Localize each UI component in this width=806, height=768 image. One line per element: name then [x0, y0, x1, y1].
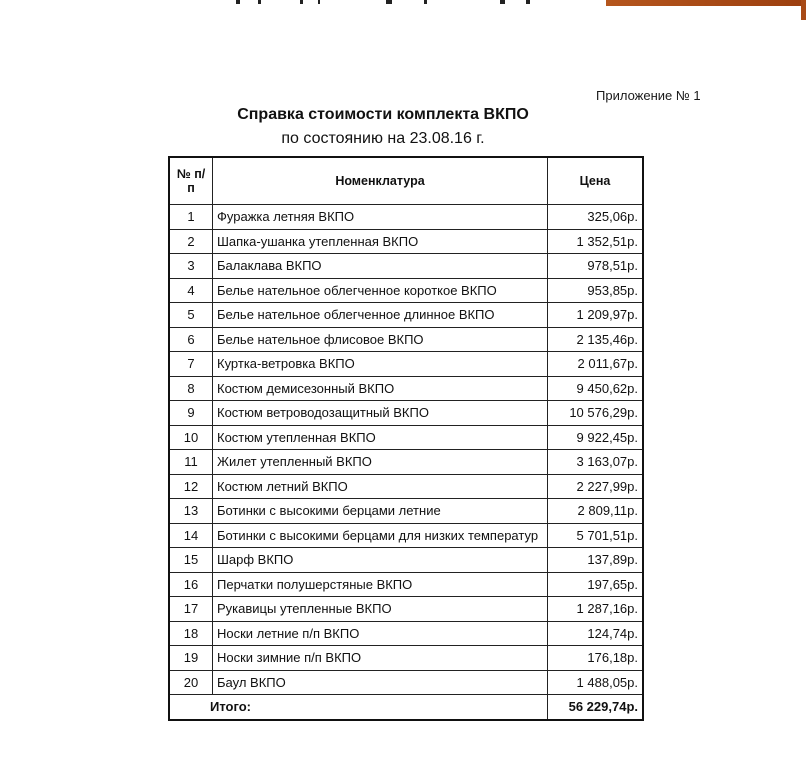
- document-heading: [0, 106, 806, 148]
- row-number: 5: [169, 303, 213, 328]
- scan-artifact: [526, 0, 530, 4]
- table-row: [169, 303, 643, 328]
- row-number: 7: [169, 352, 213, 377]
- table-row: [169, 229, 643, 254]
- table-row: [169, 450, 643, 475]
- row-name: Шапка-ушанка утепленная ВКПО: [213, 229, 548, 254]
- row-number: 8: [169, 376, 213, 401]
- row-name: Шарф ВКПО: [213, 548, 548, 573]
- row-price: 2 011,67р.: [548, 352, 644, 377]
- table-row: [169, 499, 643, 524]
- row-price: 9 922,45р.: [548, 425, 644, 450]
- row-number: 6: [169, 327, 213, 352]
- row-price: 197,65р.: [548, 572, 644, 597]
- row-name: Перчатки полушерстяные ВКПО: [213, 572, 548, 597]
- row-price: 1 352,51р.: [548, 229, 644, 254]
- row-name: Носки зимние п/п ВКПО: [213, 646, 548, 671]
- row-price: 1 209,97р.: [548, 303, 644, 328]
- row-number: 16: [169, 572, 213, 597]
- table-row: [169, 474, 643, 499]
- row-number: 3: [169, 254, 213, 279]
- row-number: 9: [169, 401, 213, 426]
- row-name: Костюм демисезонный ВКПО: [213, 376, 548, 401]
- row-price: 176,18р.: [548, 646, 644, 671]
- price-table: [168, 156, 644, 721]
- row-price: 325,06р.: [548, 205, 644, 230]
- row-name: Куртка-ветровка ВКПО: [213, 352, 548, 377]
- row-price: 2 227,99р.: [548, 474, 644, 499]
- row-price: 1 287,16р.: [548, 597, 644, 622]
- row-number: 15: [169, 548, 213, 573]
- table-row: [169, 327, 643, 352]
- table-row: [169, 205, 643, 230]
- row-price: 3 163,07р.: [548, 450, 644, 475]
- table-header-row: [169, 157, 643, 205]
- header-number: № п/п: [169, 157, 213, 205]
- row-number: 1: [169, 205, 213, 230]
- total-label: Итого:: [169, 695, 548, 720]
- row-number: 4: [169, 278, 213, 303]
- row-name: Жилет утепленный ВКПО: [213, 450, 548, 475]
- row-name: Баул ВКПО: [213, 670, 548, 695]
- table-row: [169, 572, 643, 597]
- row-name: Костюм летний ВКПО: [213, 474, 548, 499]
- scan-artifact: [258, 0, 261, 4]
- row-price: 953,85р.: [548, 278, 644, 303]
- row-number: 17: [169, 597, 213, 622]
- document-title: Справка стоимости комплекта ВКПО: [237, 106, 529, 123]
- table-row: [169, 646, 643, 671]
- row-name: Белье нательное флисовое ВКПО: [213, 327, 548, 352]
- background-wood: [606, 0, 806, 6]
- scan-artifact: [500, 0, 505, 4]
- row-number: 2: [169, 229, 213, 254]
- row-number: 10: [169, 425, 213, 450]
- table-row: [169, 376, 643, 401]
- row-number: 20: [169, 670, 213, 695]
- scan-artifact: [386, 0, 392, 4]
- table-row: [169, 548, 643, 573]
- row-number: 12: [169, 474, 213, 499]
- row-price: 124,74р.: [548, 621, 644, 646]
- appendix-label: Приложение № 1: [596, 88, 701, 103]
- table-row: [169, 523, 643, 548]
- row-price: 5 701,51р.: [548, 523, 644, 548]
- row-price: 2 135,46р.: [548, 327, 644, 352]
- background-wood-edge: [801, 0, 806, 20]
- row-price: 978,51р.: [548, 254, 644, 279]
- row-name: Рукавицы утепленные ВКПО: [213, 597, 548, 622]
- scan-artifact: [300, 0, 303, 4]
- row-price: 10 576,29р.: [548, 401, 644, 426]
- table-row: [169, 670, 643, 695]
- row-number: 11: [169, 450, 213, 475]
- row-number: 18: [169, 621, 213, 646]
- table-row: [169, 352, 643, 377]
- table-row: [169, 254, 643, 279]
- header-name: Номенклатура: [213, 157, 548, 205]
- row-number: 13: [169, 499, 213, 524]
- row-name: Костюм ветроводозащитный ВКПО: [213, 401, 548, 426]
- table-row: [169, 425, 643, 450]
- table-row: [169, 278, 643, 303]
- row-name: Ботинки с высокими берцами для низких температур: [213, 523, 548, 548]
- table-row: [169, 401, 643, 426]
- row-number: 14: [169, 523, 213, 548]
- scan-artifact: [236, 0, 240, 4]
- row-name: Ботинки с высокими берцами летние: [213, 499, 548, 524]
- table-row: [169, 597, 643, 622]
- document-subtitle: по состоянию на 23.08.16 г.: [281, 130, 485, 147]
- row-price: 2 809,11р.: [548, 499, 644, 524]
- row-name: Фуражка летняя ВКПО: [213, 205, 548, 230]
- total-row: [169, 695, 643, 720]
- table-row: [169, 621, 643, 646]
- total-value: 56 229,74р.: [548, 695, 644, 720]
- row-price: 9 450,62р.: [548, 376, 644, 401]
- row-name: Носки летние п/п ВКПО: [213, 621, 548, 646]
- row-name: Белье нательное облегченное длинное ВКПО: [213, 303, 548, 328]
- scan-artifact: [318, 0, 320, 4]
- row-name: Балаклава ВКПО: [213, 254, 548, 279]
- row-price: 137,89р.: [548, 548, 644, 573]
- scan-artifact: [424, 0, 427, 4]
- row-price: 1 488,05р.: [548, 670, 644, 695]
- row-name: Костюм утепленная ВКПО: [213, 425, 548, 450]
- row-number: 19: [169, 646, 213, 671]
- row-name: Белье нательное облегченное короткое ВКПО: [213, 278, 548, 303]
- header-price: Цена: [548, 157, 644, 205]
